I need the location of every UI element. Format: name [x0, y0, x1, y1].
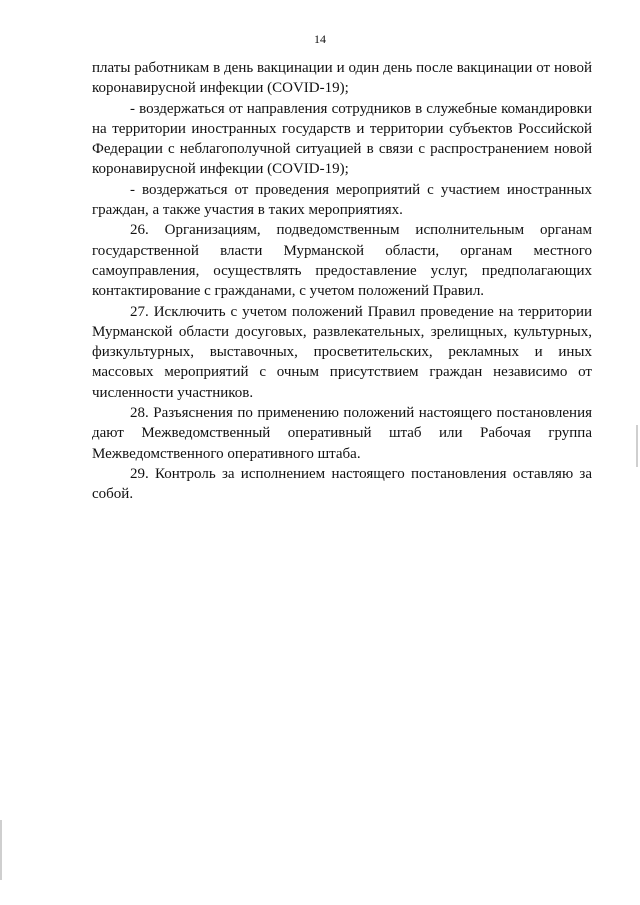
scan-edge-mark-left — [0, 820, 2, 880]
list-item-foreign-events: - воздержаться от проведения мероприятий с участием иностранных граждан, а также участия в таких мероприятиях. — [92, 181, 592, 219]
clause-27: 27. Исключить с учетом положений Правил проведение на территории Мурманской области досуговых, развлекательных, зрелищных, культурных, физкультурных, выставочных, просветительских, рекламных и иных массовых мероприятий с очным присутствием граждан независимо от численности участников. — [92, 303, 592, 401]
document-body — [92, 58, 592, 505]
clause-29: 29. Контроль за исполнением настоящего постановления оставляю за собой. — [92, 465, 592, 503]
list-item-business-trips: - воздержаться от направления сотрудников в служебные командировки на территории иностранных государств и территории субъектов Российской Федерации с неблагополучной ситуацией в связи с распространением новой коронавирусной инфекции (COVID-19); — [92, 100, 592, 178]
paragraph-continuation: платы работникам в день вакцинации и один день после вакцинации от новой коронавирусной инфекции (COVID-19); — [92, 60, 592, 97]
page-number: 14 — [314, 32, 326, 46]
clause-26: 26. Организациям, подведомственным исполнительным органам государственной власти Мурманской области, органам местного самоуправления, осуществлять предоставление услуг, предполагающих контактирование с гражданами, с учетом положений Правил. — [92, 222, 592, 300]
clause-28: 28. Разъяснения по применению положений настоящего постановления дают Межведомственный оперативный штаб или Рабочая группа Межведомственного оперативного штаба. — [92, 405, 592, 462]
scan-edge-mark-right — [636, 425, 638, 467]
